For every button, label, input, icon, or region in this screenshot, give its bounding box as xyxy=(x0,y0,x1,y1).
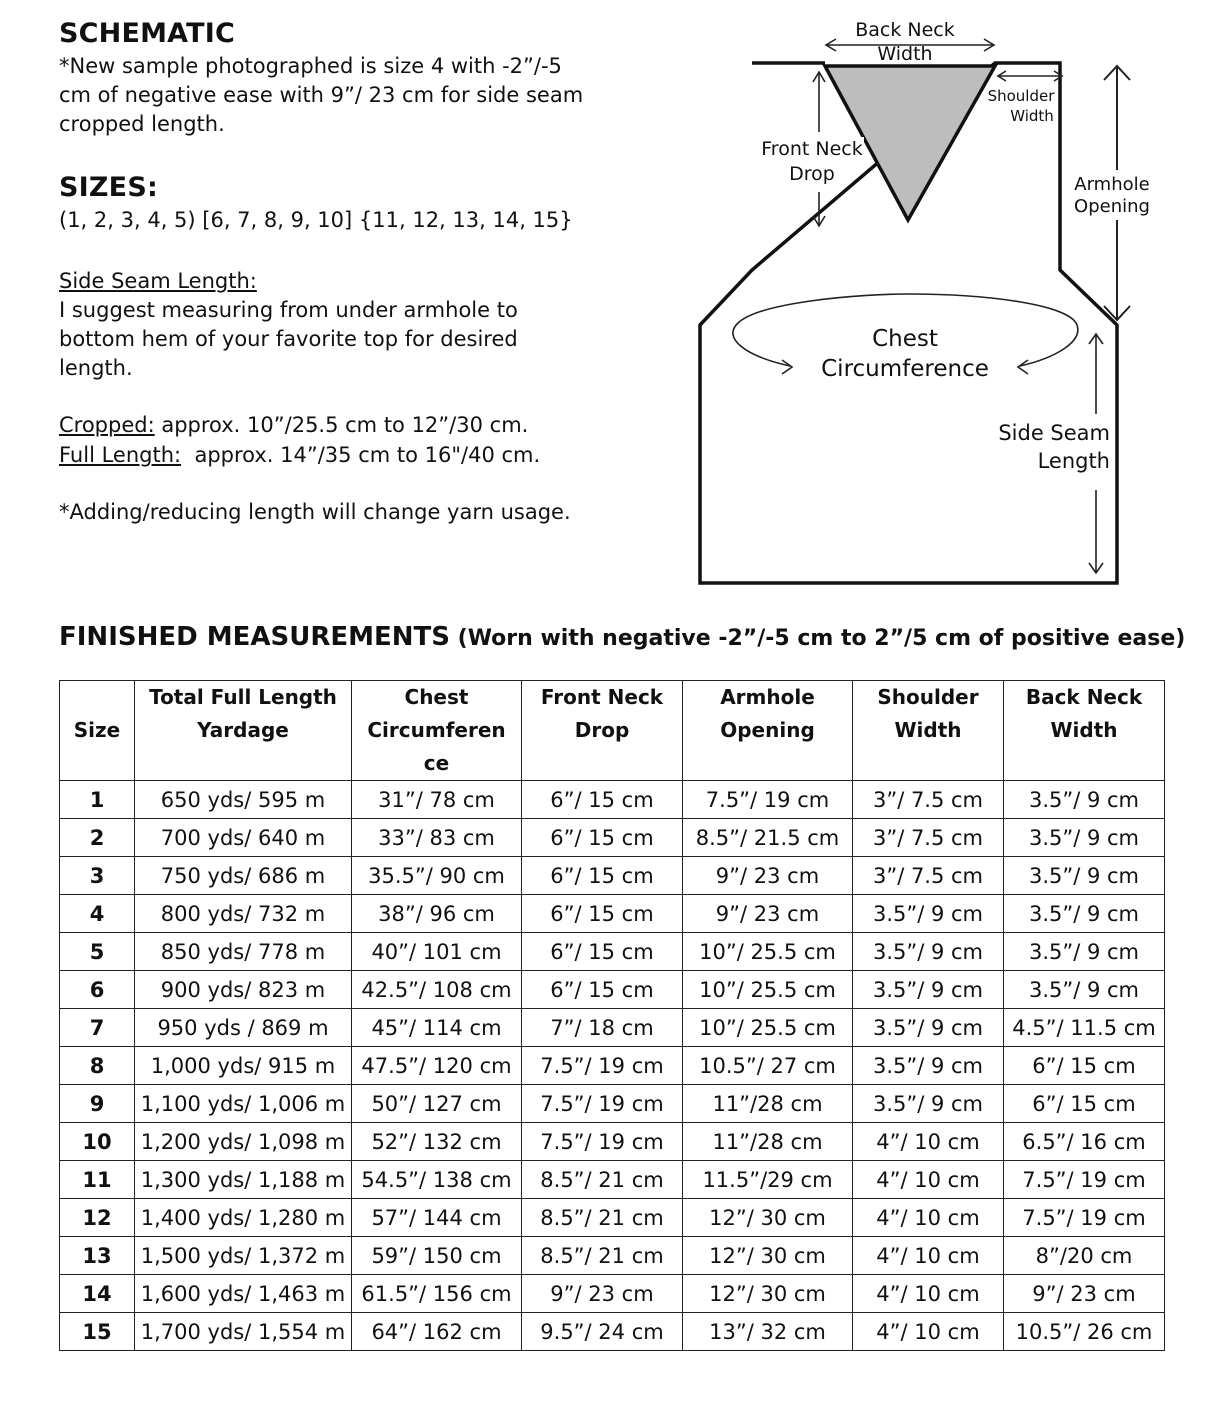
armhole-label-line: Armhole xyxy=(1074,174,1150,195)
cell-back-neck: 3.5”/ 9 cm xyxy=(1004,781,1165,819)
cell-size: 13 xyxy=(60,1237,135,1275)
schematic-heading: SCHEMATIC xyxy=(59,18,236,49)
cell-front-neck-drop: 8.5”/ 21 cm xyxy=(522,1199,683,1237)
cell-yardage: 1,000 yds/ 915 m xyxy=(135,1047,352,1085)
cell-chest: 40”/ 101 cm xyxy=(352,933,522,971)
sizes-heading: SIZES: xyxy=(59,172,158,203)
schematic-note-line: cm of negative ease with 9”/ 23 cm for side seam xyxy=(59,83,584,107)
armhole-label-line: Opening xyxy=(1074,196,1150,217)
cell-armhole: 9”/ 23 cm xyxy=(683,857,853,895)
cell-chest: 61.5”/ 156 cm xyxy=(352,1275,522,1313)
cell-armhole: 10”/ 25.5 cm xyxy=(683,1009,853,1047)
cell-back-neck: 8”/20 cm xyxy=(1004,1237,1165,1275)
cell-armhole: 10”/ 25.5 cm xyxy=(683,971,853,1009)
table-row xyxy=(60,781,1165,819)
cell-yardage: 1,600 yds/ 1,463 m xyxy=(135,1275,352,1313)
cell-size: 1 xyxy=(60,781,135,819)
cell-front-neck-drop: 9.5”/ 24 cm xyxy=(522,1313,683,1351)
cell-shoulder: 3.5”/ 9 cm xyxy=(853,933,1004,971)
cell-back-neck: 7.5”/ 19 cm xyxy=(1004,1161,1165,1199)
cell-yardage: 800 yds/ 732 m xyxy=(135,895,352,933)
column-header-size: Size xyxy=(60,681,135,781)
shoulder-arrow xyxy=(998,71,1062,81)
side-seam-heading: Side Seam Length: xyxy=(59,269,257,293)
cell-chest: 47.5”/ 120 cm xyxy=(352,1047,522,1085)
column-header-back-neck: Back Neck Width xyxy=(1004,681,1165,781)
table-row xyxy=(60,1009,1165,1047)
table-row xyxy=(60,1123,1165,1161)
cell-front-neck-drop: 6”/ 15 cm xyxy=(522,857,683,895)
cell-armhole: 10”/ 25.5 cm xyxy=(683,933,853,971)
back-neck-label-line: Back Neck xyxy=(855,19,955,41)
cell-back-neck: 3.5”/ 9 cm xyxy=(1004,819,1165,857)
back-neck-label-line: Width xyxy=(877,43,933,65)
cell-yardage: 1,500 yds/ 1,372 m xyxy=(135,1237,352,1275)
cell-shoulder: 3”/ 7.5 cm xyxy=(853,781,1004,819)
column-header-yardage: Total Full Length Yardage xyxy=(135,681,352,781)
cell-back-neck: 6”/ 15 cm xyxy=(1004,1085,1165,1123)
cell-front-neck-drop: 7.5”/ 19 cm xyxy=(522,1047,683,1085)
cell-front-neck-drop: 6”/ 15 cm xyxy=(522,971,683,1009)
cell-armhole: 11.5”/29 cm xyxy=(683,1161,853,1199)
table-header-row xyxy=(60,681,1165,781)
table-row xyxy=(60,895,1165,933)
side-seam-line: bottom hem of your favorite top for desired xyxy=(59,327,518,351)
shoulder-label-line: Width xyxy=(1010,107,1054,125)
cell-armhole: 12”/ 30 cm xyxy=(683,1275,853,1313)
side-seam-label-line: Length xyxy=(1037,449,1110,473)
cell-armhole: 13”/ 32 cm xyxy=(683,1313,853,1351)
cell-back-neck: 6.5”/ 16 cm xyxy=(1004,1123,1165,1161)
cell-chest: 45”/ 114 cm xyxy=(352,1009,522,1047)
cell-chest: 42.5”/ 108 cm xyxy=(352,971,522,1009)
shoulder-label-line: Shoulder xyxy=(987,87,1055,105)
cell-yardage: 850 yds/ 778 m xyxy=(135,933,352,971)
cell-size: 3 xyxy=(60,857,135,895)
table-row xyxy=(60,819,1165,857)
cell-yardage: 1,100 yds/ 1,006 m xyxy=(135,1085,352,1123)
cell-shoulder: 3.5”/ 9 cm xyxy=(853,1047,1004,1085)
side-seam-text xyxy=(59,296,659,383)
cell-size: 14 xyxy=(60,1275,135,1313)
cell-back-neck: 3.5”/ 9 cm xyxy=(1004,895,1165,933)
garment-schematic xyxy=(690,10,1170,600)
side-seam-line: length. xyxy=(59,356,133,380)
cell-yardage: 750 yds/ 686 m xyxy=(135,857,352,895)
cell-chest: 38”/ 96 cm xyxy=(352,895,522,933)
cell-shoulder: 4”/ 10 cm xyxy=(853,1237,1004,1275)
finished-measurements-heading: FINISHED MEASUREMENTS xyxy=(59,622,450,652)
cell-size: 15 xyxy=(60,1313,135,1351)
cell-back-neck: 3.5”/ 9 cm xyxy=(1004,933,1165,971)
column-header-front-neck-drop: Front Neck Drop xyxy=(522,681,683,781)
cell-shoulder: 3”/ 7.5 cm xyxy=(853,857,1004,895)
cell-back-neck: 6”/ 15 cm xyxy=(1004,1047,1165,1085)
cell-yardage: 650 yds/ 595 m xyxy=(135,781,352,819)
cell-front-neck-drop: 6”/ 15 cm xyxy=(522,819,683,857)
cell-shoulder: 4”/ 10 cm xyxy=(853,1199,1004,1237)
cell-size: 6 xyxy=(60,971,135,1009)
column-header-chest: Chest Circumferen ce xyxy=(352,681,522,781)
cell-armhole: 10.5”/ 27 cm xyxy=(683,1047,853,1085)
cell-chest: 54.5”/ 138 cm xyxy=(352,1161,522,1199)
cell-shoulder: 4”/ 10 cm xyxy=(853,1123,1004,1161)
table-row xyxy=(60,1047,1165,1085)
cell-chest: 57”/ 144 cm xyxy=(352,1199,522,1237)
cell-armhole: 12”/ 30 cm xyxy=(683,1237,853,1275)
cell-yardage: 1,700 yds/ 1,554 m xyxy=(135,1313,352,1351)
cropped-label: Cropped: xyxy=(59,413,155,437)
schematic-note-line: cropped length. xyxy=(59,112,225,136)
cell-shoulder: 4”/ 10 cm xyxy=(853,1313,1004,1351)
table-row xyxy=(60,1199,1165,1237)
cell-shoulder: 3.5”/ 9 cm xyxy=(853,1085,1004,1123)
cell-armhole: 9”/ 23 cm xyxy=(683,895,853,933)
cell-yardage: 1,200 yds/ 1,098 m xyxy=(135,1123,352,1161)
cell-armhole: 7.5”/ 19 cm xyxy=(683,781,853,819)
finished-measurements-title xyxy=(59,622,1209,652)
cell-armhole: 11”/28 cm xyxy=(683,1085,853,1123)
cell-yardage: 1,400 yds/ 1,280 m xyxy=(135,1199,352,1237)
cell-front-neck-drop: 8.5”/ 21 cm xyxy=(522,1161,683,1199)
cell-front-neck-drop: 7.5”/ 19 cm xyxy=(522,1085,683,1123)
cell-front-neck-drop: 8.5”/ 21 cm xyxy=(522,1237,683,1275)
cell-size: 8 xyxy=(60,1047,135,1085)
cell-chest: 59”/ 150 cm xyxy=(352,1237,522,1275)
cell-back-neck: 7.5”/ 19 cm xyxy=(1004,1199,1165,1237)
cell-size: 5 xyxy=(60,933,135,971)
cell-shoulder: 4”/ 10 cm xyxy=(853,1161,1004,1199)
cell-front-neck-drop: 7.5”/ 19 cm xyxy=(522,1123,683,1161)
full-length-label: Full Length: xyxy=(59,443,182,467)
cell-chest: 50”/ 127 cm xyxy=(352,1085,522,1123)
cell-size: 2 xyxy=(60,819,135,857)
cell-chest: 31”/ 78 cm xyxy=(352,781,522,819)
cell-shoulder: 3”/ 7.5 cm xyxy=(853,819,1004,857)
cell-size: 4 xyxy=(60,895,135,933)
cropped-line xyxy=(59,411,528,440)
length-note: *Adding/reducing length will change yarn usage. xyxy=(59,500,571,524)
cell-back-neck: 3.5”/ 9 cm xyxy=(1004,857,1165,895)
front-neck-label-line: Front Neck xyxy=(761,138,863,160)
cell-shoulder: 3.5”/ 9 cm xyxy=(853,1009,1004,1047)
finished-measurements-subtitle: (Worn with negative -2”/-5 cm to 2”/5 cm of positive ease) xyxy=(449,626,1186,651)
cell-chest: 35.5”/ 90 cm xyxy=(352,857,522,895)
table-row xyxy=(60,1161,1165,1199)
cell-yardage: 900 yds/ 823 m xyxy=(135,971,352,1009)
chest-label-line: Circumference xyxy=(821,356,989,382)
cell-size: 7 xyxy=(60,1009,135,1047)
measurements-table xyxy=(59,680,1165,1351)
table-row xyxy=(60,1313,1165,1351)
cell-armhole: 12”/ 30 cm xyxy=(683,1199,853,1237)
table-body xyxy=(60,781,1165,1351)
cell-front-neck-drop: 6”/ 15 cm xyxy=(522,933,683,971)
cell-back-neck: 9”/ 23 cm xyxy=(1004,1275,1165,1313)
full-length-line xyxy=(59,441,540,470)
full-length-text: approx. 14”/35 cm to 16"/40 cm. xyxy=(181,443,541,467)
cell-back-neck: 10.5”/ 26 cm xyxy=(1004,1313,1165,1351)
cell-back-neck: 4.5”/ 11.5 cm xyxy=(1004,1009,1165,1047)
cell-yardage: 700 yds/ 640 m xyxy=(135,819,352,857)
cell-back-neck: 3.5”/ 9 cm xyxy=(1004,971,1165,1009)
schematic-note-line: *New sample photographed is size 4 with -2”/-5 xyxy=(59,54,562,78)
cell-front-neck-drop: 6”/ 15 cm xyxy=(522,895,683,933)
cell-size: 9 xyxy=(60,1085,135,1123)
front-neck-label-line: Drop xyxy=(789,163,835,185)
cell-size: 12 xyxy=(60,1199,135,1237)
cell-armhole: 11”/28 cm xyxy=(683,1123,853,1161)
table-row xyxy=(60,933,1165,971)
column-header-armhole: Armhole Opening xyxy=(683,681,853,781)
table-row xyxy=(60,857,1165,895)
cell-chest: 33”/ 83 cm xyxy=(352,819,522,857)
cell-chest: 52”/ 132 cm xyxy=(352,1123,522,1161)
cell-armhole: 8.5”/ 21.5 cm xyxy=(683,819,853,857)
cell-front-neck-drop: 9”/ 23 cm xyxy=(522,1275,683,1313)
column-header-shoulder: Shoulder Width xyxy=(853,681,1004,781)
table-row xyxy=(60,1237,1165,1275)
chest-label-line: Chest xyxy=(872,326,938,352)
cell-shoulder: 3.5”/ 9 cm xyxy=(853,971,1004,1009)
sizes-list: (1, 2, 3, 4, 5) [6, 7, 8, 9, 10] {11, 12, 13, 14, 15} xyxy=(59,208,573,232)
cell-yardage: 950 yds / 869 m xyxy=(135,1009,352,1047)
cell-front-neck-drop: 7”/ 18 cm xyxy=(522,1009,683,1047)
table-row xyxy=(60,971,1165,1009)
table-row xyxy=(60,1275,1165,1313)
cell-shoulder: 4”/ 10 cm xyxy=(853,1275,1004,1313)
cell-size: 11 xyxy=(60,1161,135,1199)
side-seam-label-line: Side Seam xyxy=(998,421,1110,445)
cropped-text: approx. 10”/25.5 cm to 12”/30 cm. xyxy=(154,413,529,437)
cell-yardage: 1,300 yds/ 1,188 m xyxy=(135,1161,352,1199)
cell-size: 10 xyxy=(60,1123,135,1161)
cell-shoulder: 3.5”/ 9 cm xyxy=(853,895,1004,933)
cell-chest: 64”/ 162 cm xyxy=(352,1313,522,1351)
side-seam-line: I suggest measuring from under armhole to xyxy=(59,298,518,322)
table-row xyxy=(60,1085,1165,1123)
schematic-note xyxy=(59,52,659,139)
cell-front-neck-drop: 6”/ 15 cm xyxy=(522,781,683,819)
